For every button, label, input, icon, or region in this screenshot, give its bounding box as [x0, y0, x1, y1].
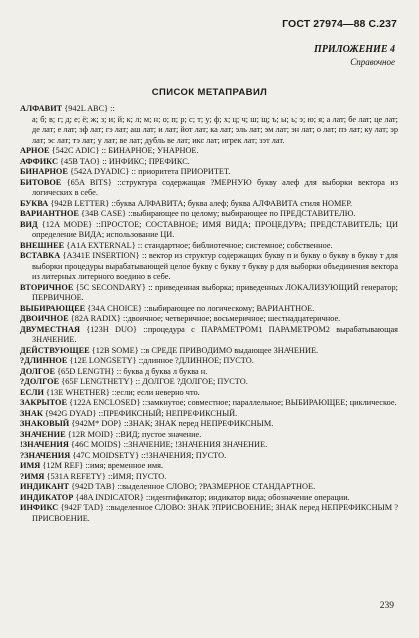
page-title: СПИСОК МЕТАПРАВИЛ: [151, 87, 268, 98]
metarule-definition: {A1A EXTERNAL} :: стандартное; библиотечное; системное; собственное.: [64, 240, 333, 250]
metarule-definition: {942F TAD} ::выделенное СЛОВО: ЗНАК ?ПРИСВОЕНИЕ; ЗНАК перед НЕПРЕФИКСНЫМ ?ПРИСВОЕНИЕ.: [32, 503, 398, 523]
metarule-definition: {123H DUO} ::процедура с ПАРАМЕТРОМ1 ПАРАМЕТРОМ2 вырабатывающая ЗНАЧЕНИЕ.: [32, 324, 398, 344]
metarule-entry: [20, 503, 398, 524]
appendix-title: ПРИЛОЖЕНИЕ 4: [314, 44, 395, 55]
metarule-definition: {942M* DOP} ::ЗНАК; ЗНАК перед НЕПРЕФИКСНЫМ.: [69, 419, 274, 428]
metarule-term: ?ДЛИННОЕ: [20, 356, 68, 365]
metarule-term: ЗНАК: [20, 408, 43, 418]
metarule-term: ?ЗНАЧЕНИЯ: [20, 450, 71, 460]
metarule-definition: {13E WHETHER} ::если; если неверно что.: [43, 387, 200, 397]
metarule-entry: [20, 440, 398, 451]
metarule-entry: [20, 377, 398, 388]
metarule-definition: {12B SOME} ::в СРЕДЕ ПРИВОДИМО выдающее ЗНАЧЕНИЕ.: [89, 345, 319, 355]
metarule-entry: [20, 367, 398, 378]
metarule-definition: {12E LONGSETY} ::длинное ?ДЛИННОЕ; ПУСТО.: [67, 356, 254, 365]
metarule-entry: [20, 398, 398, 409]
metarule-entry: [20, 167, 398, 178]
metarule-entry: [20, 104, 398, 146]
metarule-definition: {46C MOIDS} ::ЗНАЧЕНИЕ; !ЗНАЧЕНИЯ ЗНАЧЕНИЕ.: [68, 440, 268, 449]
metarule-entry: [20, 314, 398, 325]
metarule-entry: [20, 251, 398, 283]
metarule-term: БИНАРНОЕ: [20, 167, 68, 176]
metarule-term: БИТОВОЕ: [20, 177, 62, 187]
metarule-term: АЛФАВИТ: [20, 104, 63, 113]
metarule-entry: [20, 220, 398, 241]
metarule-entry: [20, 241, 398, 252]
metarule-definition: {65F LENGTHETY} :: ДОЛГОЕ ?ДОЛГОЕ; ПУСТО.: [59, 377, 248, 386]
metarule-entry: [20, 356, 398, 367]
metarule-term: ?ИМЯ: [20, 471, 45, 481]
metarule-definition: {A341E INSERTION} :: вектор из структур содержащих букву п и букву о букву в букву т для выборки процедуры вырабатывающей целое букву с букву т букву р для выборки объединения вектора из литерных литерного воедино в себе.: [32, 251, 398, 281]
metarule-entry: [20, 209, 398, 220]
metarule-term: ЕСЛИ: [20, 387, 44, 397]
metarule-definition: {34A CHOICE} ::выбирающее по логическому; ВАРИАНТНОЕ.: [85, 303, 315, 313]
metarule-term: ?ДОЛГОЕ: [20, 377, 60, 386]
page-number: 239: [379, 601, 394, 611]
metarule-definition: {48A INDICATOR} ::идентификатор; индикатор вида; обозначение операции.: [73, 492, 350, 502]
metarule-definition: {942G DYAD} ::ПРЕФИКСНЫЙ; НЕПРЕФИКСНЫЙ.: [42, 408, 238, 418]
metarule-entry: [20, 451, 398, 462]
metarule-entry: [20, 199, 398, 210]
metarule-entry: [20, 472, 398, 483]
metarule-definition: {12R MOID} ::ВИД; пустое значение.: [65, 429, 202, 439]
metarule-definition: {45B TAO} :: ИНФИКС; ПРЕФИКС.: [57, 156, 190, 166]
metarule-entry: [20, 388, 398, 399]
metarule-definition: {122A ENCLOSED} ::замкнутое; совместное; параллельное; ВЫБИРАЮЩЕЕ; циклическое.: [67, 398, 397, 407]
metarule-definition: {5C SECONDARY} :: приведенная выборка; приведенных ЛОКАЛИЗУЮЩИЙ генератор; ПЕРВИЧНОЕ.: [32, 282, 398, 302]
metarule-entry: [20, 283, 398, 304]
metarule-term: ВТОРИЧНОЕ: [20, 282, 74, 292]
metarule-definition: {65D LENGTH} :: буква д буква л буква н.: [55, 366, 208, 376]
metarule-definition: {942B LETTER} ::буква АЛФАВИТА; буква алеф; буква АЛФАВИТА стиля НОМЕР.: [48, 198, 353, 208]
metarule-term: ИНФИКС: [20, 503, 59, 512]
metarule-definition: {12A MODE} ::ПРОСТОЕ; СОСТАВНОЕ; ИМЯ ВИДА; ПРОЦЕДУРА; ПРЕДСТАВИТЕЛЬ; ЦИ определение ВИДА; использование ЦИ.: [32, 219, 398, 239]
metarule-definition: {542A DYADIC} :: приоритета ПРИОРИТЕТ.: [67, 167, 231, 176]
metarule-definition: {82A RADIX} ::двоичное; четверичное; восьмеричное; шестнадцатеричное.: [68, 314, 341, 323]
metarule-entry: [20, 419, 398, 430]
metarule-term: ДВОИЧНОЕ: [20, 314, 69, 323]
metarule-definition: {34B CASE} ::выбирающее по целому; выбирающее по ПРЕДСТАВИТЕЛЮ.: [78, 209, 356, 218]
metarule-definition: {65A BITS} ::структура содержащая ?МЕРНУЮ букву алеф для выборки вектора из логических в себе.: [32, 177, 398, 197]
metarule-term: ВАРИАНТНОЕ: [20, 209, 79, 218]
metarule-term: АФФИКС: [20, 156, 58, 166]
metarule-entry: [20, 482, 398, 493]
metarule-definition: {942D TAB} ::выделенное СЛОВО; ?РАЗМЕРНОЕ СТАНДАРТНОЕ.: [69, 482, 316, 491]
metarule-term: ДВУМЕСТНАЯ: [20, 324, 80, 334]
metarule-term: ИМЯ: [20, 461, 41, 470]
metarule-entry: [20, 304, 398, 315]
metarule-definition: {47C MOIDSETY} ::!ЗНАЧЕНИЯ; ПУСТО.: [70, 450, 227, 460]
metarule-term: ВЫБИРАЮЩЕЕ: [20, 303, 86, 313]
metarule-term: ИНДИКАНТ: [20, 482, 70, 491]
metarule-term: ЗНАКОВЫЙ: [20, 419, 70, 428]
metarule-term: ВСТАВКА: [20, 251, 61, 260]
metarule-definition: {942L ABC} :: а; б; в; г; д; е; ё; ж; з; и; й; к; л; м; н; о; п; р; с; т; у; ф; х; ц; ч; ш; щ; ъ; ы; ь; э; ю; я; а лат; бе лат; це лат; де лат; е лат; эф лат; гэ лат; аш лат; и лат; йот лат; ка лат; эль лат; эм лат; эн лат; о лат; пэ лат; ку лат; эр лат; эс лат; тэ лат; у лат; ве лат; дубль ве лат; икс лат; игрек лат; зэт лат.: [32, 104, 398, 145]
metarule-definition: {531A REFETY} ::ИМЯ; ПУСТО.: [44, 471, 167, 481]
metarule-entry: [20, 430, 398, 441]
metarule-entry: [20, 325, 398, 346]
appendix-subtitle: Справочное: [350, 57, 395, 67]
metarule-term: ИНДИКАТОР: [20, 492, 74, 502]
appendix-label: [314, 44, 395, 68]
metarule-entry: [20, 157, 398, 168]
metarule-term: АРНОЕ: [20, 146, 50, 155]
metarule-term: БУКВА: [20, 198, 49, 208]
metarule-term: ЗАКРЫТОЕ: [20, 398, 68, 407]
standard-header: ГОСТ 27974—88 С.237: [282, 18, 397, 30]
metarule-entry: [20, 346, 398, 357]
metarule-term: ВНЕШНЕЕ: [20, 240, 65, 250]
metarule-term: ДЕЙСТВУЮЩЕЕ: [20, 345, 90, 355]
metarule-term: ДОЛГОЕ: [20, 366, 55, 376]
metarule-entry: [20, 493, 398, 504]
metarule-definition: {542C ADIC} :: БИНАРНОЕ; УНАРНОЕ.: [49, 146, 199, 155]
metarule-entry: [20, 146, 398, 157]
metarule-term: ЗНАЧЕНИЕ: [20, 429, 66, 439]
metarule-entry: [20, 409, 398, 420]
metarule-definition: {12M REF} ::имя; временное имя.: [40, 461, 164, 470]
metarule-term: ВИД: [20, 219, 38, 229]
metarule-entry: [20, 178, 398, 199]
metarule-entry: [20, 461, 398, 472]
metarule-term: !ЗНАЧЕНИЯ: [20, 440, 69, 449]
metarule-list: [20, 104, 398, 524]
